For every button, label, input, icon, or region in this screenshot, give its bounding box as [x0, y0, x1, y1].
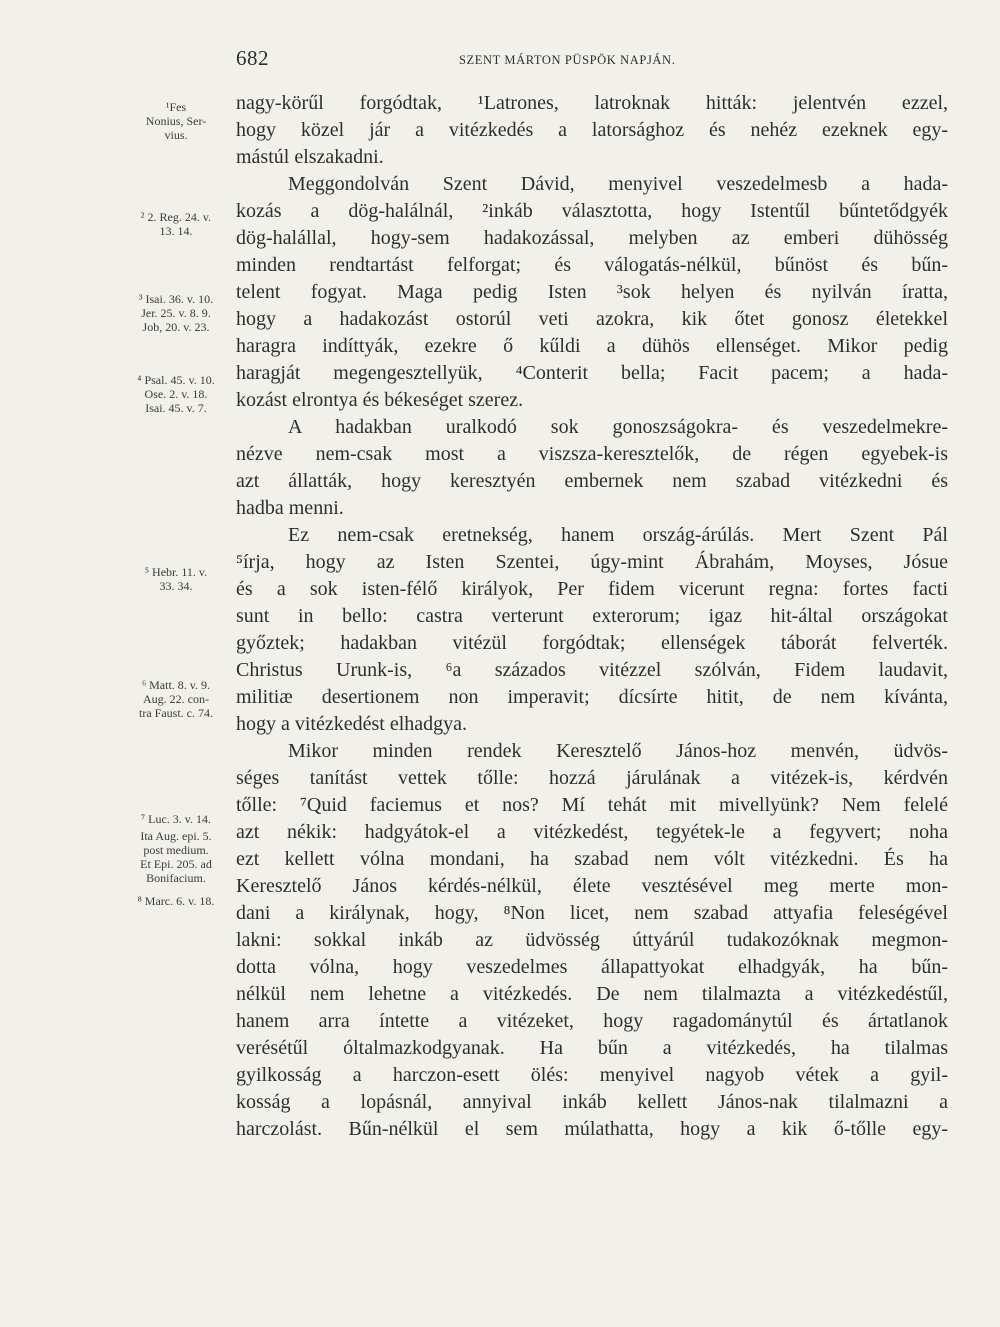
- text-line: sunt in bello: castra verterunt exterorum; igaz hit-által országokat: [236, 605, 948, 627]
- text-line: azt állatták, hogy keresztyén embernek nem szabad vitézkedni és: [236, 470, 948, 492]
- text-line: hogy közel jár a vitézkedés a latorsághoz és nehéz ezeknek egy-: [236, 119, 948, 141]
- margin-note-line: ⁵ Hebr. 11. v.: [144, 565, 208, 579]
- text-line: verésétűl óltalmazkodgyanak. Ha bűn a vitézkedés, ha tilalmas: [236, 1037, 948, 1059]
- text-line: nézve nem-csak most a viszsza-keresztelők, de régen egyebek-is: [236, 443, 948, 465]
- text-line: hogy a hadakozást ostorúl veti azokra, kik őtet gonosz életekkel: [236, 308, 948, 330]
- text-line: nélkül nem lehetne a vitézkedés. De nem tilalmazta a vitézkedéstűl,: [236, 983, 948, 1005]
- margin-note: [112, 373, 240, 415]
- text-line: haragját megengesztellyük, ⁴Conterit bella; Facit pacem; a hada-: [236, 362, 948, 384]
- margin-note-line: Nonius, Ser-: [145, 114, 207, 128]
- text-line: győztek; hadakban vitézül forgódtak; ellenségek táborát felverték.: [236, 632, 948, 654]
- text-line: lakni: sokkal inkáb az üdvösség úttyárúl tudakozóknak megmon-: [236, 929, 948, 951]
- text-line: séges tanítást vettek tőlle: hozzá járulának a vitézek-is, kérdvén: [236, 767, 948, 789]
- text-line: gyilkosság a harczon-esett ölés: menyivel nagyob vétek a gyil-: [236, 1064, 948, 1086]
- margin-note-line: Isai. 45. v. 7.: [145, 401, 207, 415]
- margin-note-line: Job, 20. v. 23.: [142, 320, 210, 334]
- page-header: [0, 46, 1000, 76]
- text-line: kozás a dög-halálnál, ²inkáb választotta, hogy Istentűl bűntetődgyék: [236, 200, 948, 222]
- text-line: azt nékik: hadgyátok-el a vitézkedést, tegyétek-le a fegyvert; noha: [236, 821, 948, 843]
- text-line: mástúl elszakadni.: [236, 146, 384, 168]
- text-line: tőlle: ⁷Quid faciemus et nos? Mí tehát mit mivellyünk? Nem felelé: [236, 794, 948, 816]
- running-title: SZENT MÁRTON PÜSPÖK NAPJÁN.: [459, 53, 676, 67]
- text-line: Meggondolván Szent Dávid, menyivel veszedelmesb a hada-: [288, 173, 948, 195]
- text-line: kosság a lopásnál, annyival inkáb kellett János-nak tilalmazni a: [236, 1091, 948, 1113]
- margin-note-line: ⁶ Matt. 8. v. 9.: [141, 678, 211, 692]
- margin-note: [112, 210, 240, 238]
- margin-note: [112, 894, 240, 908]
- margin-note-line: post medium.: [143, 843, 209, 857]
- text-line: militiæ desertionem non imperavit; dícsírte hitit, de nem kívánta,: [236, 686, 948, 708]
- margin-note-line: ¹Fes: [165, 100, 187, 114]
- text-line: haragra indíttyák, ezekre ő kűldi a dühös ellenséget. Mikor pedig: [236, 335, 948, 357]
- margin-note: [112, 100, 240, 142]
- margin-note-line: Jer. 25. v. 8. 9.: [141, 306, 211, 320]
- text-line: Mikor minden rendek Keresztelő János-hoz menvén, üdvös-: [288, 740, 948, 762]
- page-number: 682: [236, 46, 269, 70]
- text-line: Christus Urunk-is, ⁶a százados vitézzel szólván, Fidem laudavit,: [236, 659, 948, 681]
- text-line: hogy a vitézkedést elhadgya.: [236, 713, 468, 735]
- margin-note-line: Ose. 2. v. 18.: [144, 387, 208, 401]
- text-line: nagy-körűl forgódtak, ¹Latrones, latroknak hitták: jelentvén ezzel,: [236, 92, 948, 114]
- text-line: dani a királynak, hogy, ⁸Non licet, nem szabad attyafia feleségével: [236, 902, 948, 924]
- text-line: minden rendtartást felforgat; és válogatás-nélkül, bűnöst és bűn-: [236, 254, 948, 276]
- margin-note-line: ⁷ Luc. 3. v. 14.: [140, 812, 212, 826]
- text-line: harczolást. Bűn-nélkül el sem múlathatta, hogy a kik ő-tőlle egy-: [236, 1118, 948, 1140]
- text-line: telent fogyat. Maga pedig Isten ³sok helyen és nyilván íratta,: [236, 281, 948, 303]
- text-line: Ez nem-csak eretnekség, hanem ország-árúlás. Mert Szent Pál: [288, 524, 948, 546]
- text-line: hadba menni.: [236, 497, 344, 519]
- text-line: hanem arra íntette a vitézeket, hogy ragadománytúl és ártatlanok: [236, 1010, 948, 1032]
- text-line: kozást elrontya és békeséget szerez.: [236, 389, 524, 411]
- margin-note-line: Et Epi. 205. ad: [140, 857, 212, 871]
- margin-note-line: ⁸ Marc. 6. v. 18.: [137, 894, 215, 908]
- margin-note-line: Bonifacium.: [146, 871, 206, 885]
- text-line: Keresztelő János kérdés-nélkül, élete vesztésével meg merte mon-: [236, 875, 948, 897]
- text-line: és a sok isten-félő királyok, Per fidem vicerunt regna: fortes facti: [236, 578, 948, 600]
- margin-note-line: 13. 14.: [159, 224, 193, 238]
- text-line: dög-halállal, hogy-sem hadakozással, melyben az emberi dühösség: [236, 227, 948, 249]
- margin-note: [112, 678, 240, 720]
- text-line: ⁵írja, hogy az Isten Szentei, úgy-mint Ábrahám, Moyses, Jósue: [236, 551, 948, 573]
- text-line: dotta vólna, hogy veszedelmes állapattyokat elhadgyák, ha bűn-: [236, 956, 948, 978]
- margin-note: [112, 812, 240, 885]
- text-line: ezt kellett vólna mondani, ha szabad nem vólt vitézkedni. És ha: [236, 848, 948, 870]
- margin-note-line: 33. 34.: [159, 579, 193, 593]
- margin-note-line: Aug. 22. con-: [143, 692, 209, 706]
- margin-note-line: vius.: [164, 128, 188, 142]
- margin-note-line: tra Faust. c. 74.: [139, 706, 213, 720]
- margin-note-line: ³ Isai. 36. v. 10.: [138, 292, 214, 306]
- margin-note-line: ⁴ Psal. 45. v. 10.: [137, 373, 215, 387]
- margin-note-line: Ita Aug. epi. 5.: [140, 829, 212, 843]
- margin-note: [112, 292, 240, 334]
- text-line: A hadakban uralkodó sok gonoszságokra- és veszedelmekre-: [288, 416, 948, 438]
- margin-note: [112, 565, 240, 593]
- margin-note-line: ² 2. Reg. 24. v.: [140, 210, 212, 224]
